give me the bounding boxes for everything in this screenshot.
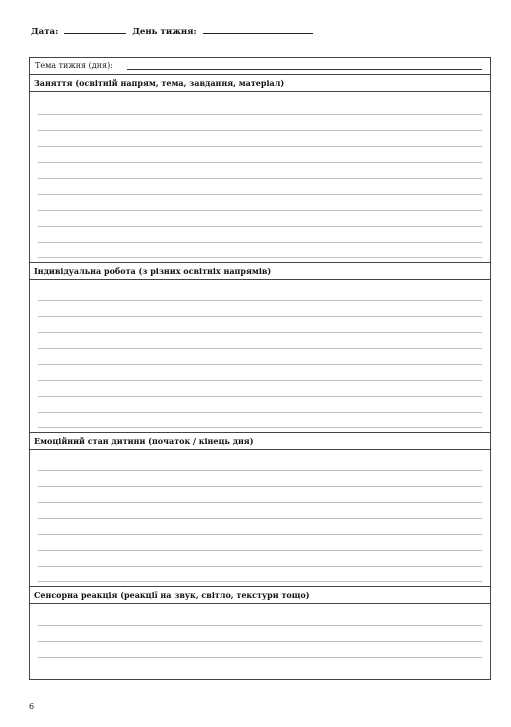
date-label: Дата: [31, 27, 59, 37]
writing-line[interactable] [38, 534, 482, 535]
writing-line[interactable] [38, 242, 482, 243]
writing-line[interactable] [38, 427, 482, 428]
writing-line[interactable] [38, 625, 482, 626]
section-header-lessons [30, 75, 490, 92]
section-title: Емоційний стан дитини (початок / кінець дня) [34, 436, 254, 446]
writing-line[interactable] [38, 332, 482, 333]
writing-line[interactable] [38, 300, 482, 301]
page-number: 6 [29, 702, 35, 711]
writing-line[interactable] [38, 178, 482, 179]
day-label: День тижня: [132, 27, 197, 37]
section-title: Сенсорна реакція (реакції на звук, світло, текстури тощо) [34, 590, 310, 600]
writing-line[interactable] [38, 380, 482, 381]
writing-line[interactable] [38, 162, 482, 163]
section-header-emotional [30, 433, 490, 450]
date-field[interactable] [64, 33, 126, 34]
writing-line[interactable] [38, 502, 482, 503]
section-title: Індивідуальна робота (з різних освітніх напрямів) [34, 266, 272, 276]
writing-line[interactable] [38, 641, 482, 642]
writing-line[interactable] [38, 114, 482, 115]
writing-line[interactable] [38, 396, 482, 397]
writing-line[interactable] [38, 348, 482, 349]
writing-line[interactable] [38, 518, 482, 519]
writing-line[interactable] [38, 316, 482, 317]
writing-line[interactable] [38, 146, 482, 147]
plan-table [29, 57, 491, 680]
section-header-sensory [30, 587, 490, 604]
day-field[interactable] [203, 33, 313, 34]
writing-line[interactable] [38, 412, 482, 413]
writing-line[interactable] [38, 581, 482, 582]
header [31, 27, 316, 37]
writing-line[interactable] [38, 257, 482, 258]
writing-line[interactable] [38, 130, 482, 131]
writing-line[interactable] [38, 566, 482, 567]
writing-line[interactable] [38, 364, 482, 365]
section-title: Заняття (освітній напрям, тема, завдання, матеріал) [34, 78, 285, 88]
writing-line[interactable] [38, 210, 482, 211]
theme-row [30, 58, 490, 75]
writing-line[interactable] [38, 470, 482, 471]
writing-line[interactable] [38, 226, 482, 227]
writing-line[interactable] [38, 550, 482, 551]
writing-line[interactable] [38, 194, 482, 195]
writing-line[interactable] [38, 657, 482, 658]
writing-line[interactable] [38, 486, 482, 487]
theme-label: Тема тижня (дня): [35, 61, 113, 70]
theme-field[interactable] [127, 69, 482, 70]
section-header-individual [30, 263, 490, 280]
